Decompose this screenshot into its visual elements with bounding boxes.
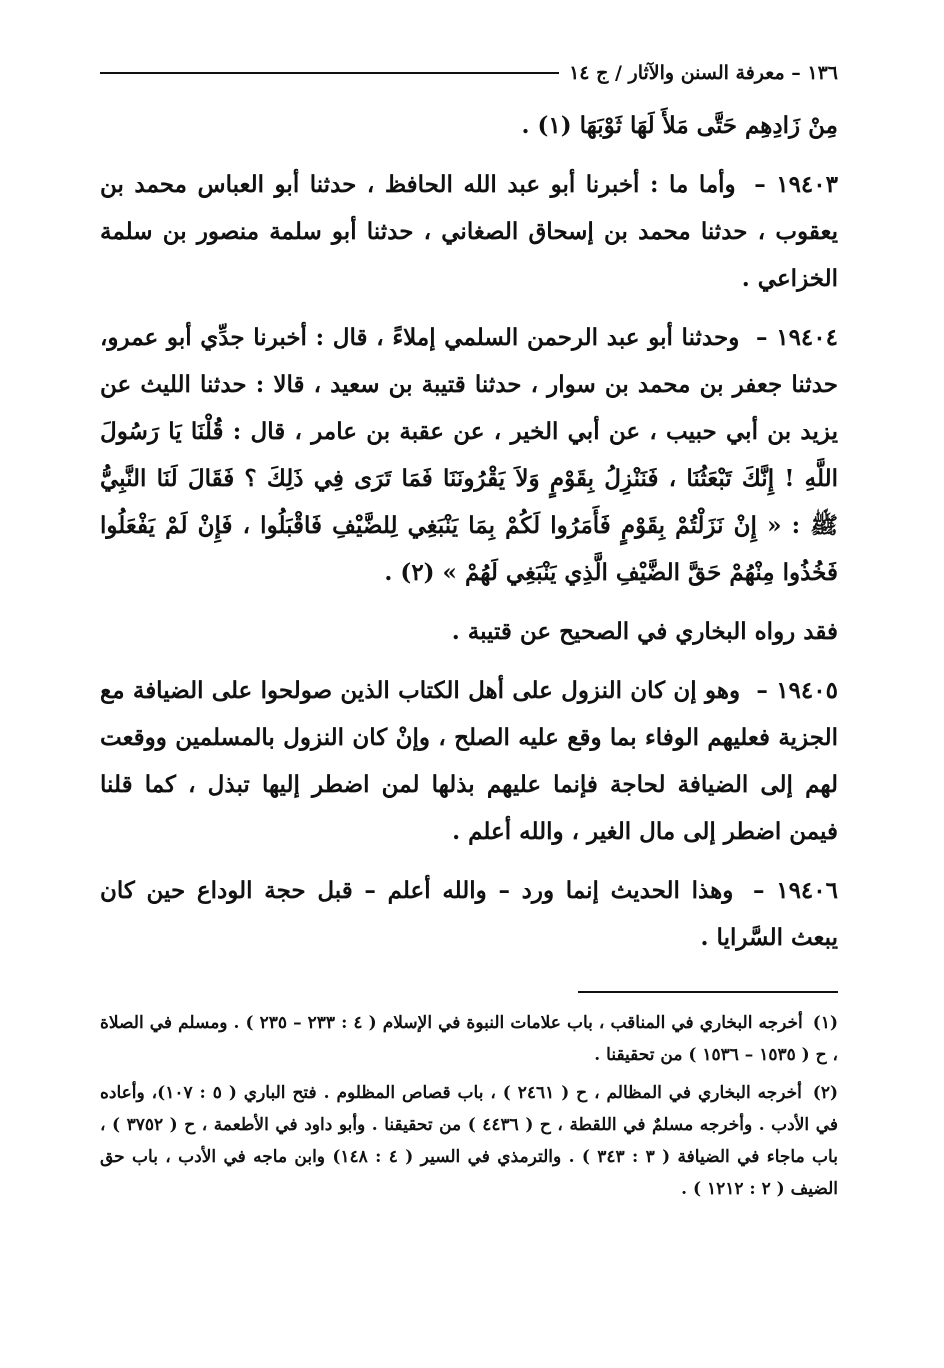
paragraph-bukhari-note bbox=[100, 608, 838, 655]
paragraph-19405 bbox=[100, 667, 838, 855]
paragraph-text: وحدثنا أبو عبد الرحمن السلمي إملاءً ، قال : أخبرنا جدِّي أبو عمرو، حدثنا جعفر بن محمد بن سوار ، حدثنا قتيبة بن سعيد ، قالا : حدثنا الليث عن يزيد بن أبي حبيب ، عن أبي الخير ، عن عقبة بن عامر ، قال : قُلْنَا يَا رَسُولَ اللَّهِ ! إِنَّكَ تَبْعَثُنَا ، فَنَنْزِلُ بِقَوْمٍ وَلاَ يَقْرُونَنَا فَمَا تَرَى فِي ذَلِكَ ؟ فَقَالَ لَنَا النَّبِيُّ ﷺ : « إِنْ نَزَلْتُمْ بِقَوْمٍ فَأَمَرُوا لَكُمْ بِمَا يَنْبَغِي لِلضَّيْفِ فَاقْبَلُوا ، فَإِنْ لَمْ يَفْعَلُوا فَخُذُوا مِنْهُمْ حَقَّ الضَّيْفِ الَّذِي يَنْبَغِي لَهُمْ » (٢) . bbox=[100, 324, 838, 586]
page bbox=[100, 50, 838, 1211]
footnote-text: أخرجه البخاري في المناقب ، باب علامات النبوة في الإسلام ( ٤ : ٢٣٣ – ٢٣٥ ) . ومسلم في الصلاة ، ح ( ١٥٣٥ – ١٥٣٦ ) من تحقيقنا . bbox=[100, 1013, 838, 1065]
paragraph-text: وهو إن كان النزول على أهل الكتاب الذين صولحوا على الضيافة مع الجزية فعليهم الوفاء بما وقع عليه الصلح ، وإنْ كان النزول بالمسلمين ووقعت لهم إلى الضيافة لحاجة فإنما عليهم بذلها لمن اضطر إليها تبذل ، كما قلنا فيمن اضطر إلى مال الغير ، والله أعلم . bbox=[100, 677, 838, 845]
book-title: معرفة السنن والآثار / ج ١٤ bbox=[569, 62, 785, 84]
paragraph-number: ١٩٤٠٦ – bbox=[753, 877, 838, 904]
paragraph-number: ١٩٤٠٥ – bbox=[756, 677, 838, 704]
paragraph-number: ١٩٤٠٤ – bbox=[756, 324, 838, 351]
paragraph-number: ١٩٤٠٣ – bbox=[754, 171, 838, 198]
footnote-marker: (١) bbox=[812, 1013, 838, 1033]
paragraph-text: وأما ما : أخبرنا أبو عبد الله الحافظ ، حدثنا أبو العباس محمد بن يعقوب ، حدثنا محمد بن إسحاق الصغاني ، حدثنا أبو سلمة منصور بن سلمة الخزاعي . bbox=[100, 171, 838, 292]
paragraph-continuation bbox=[100, 102, 838, 149]
header-text: ١٣٦ – معرفة السنن والآثار / ج ١٤ bbox=[569, 62, 838, 84]
footnote-1 bbox=[100, 1007, 838, 1071]
paragraph-text: مِنْ زَادِهِم حَتَّى مَلأَ لَهَا ثَوْبَهَا (١) . bbox=[521, 112, 838, 139]
footnote-text: أخرجه البخاري في المظالم ، ح ( ٢٤٦١ ) ، باب قصاص المظلوم . فتح الباري ( ٥ : ١٠٧)، وأعاده في الأدب . وأخرجه مسلمٌ في اللقطة ، ح ( ٤٤٣٦ ) من تحقيقنا . وأبو داود في الأطعمة ، ح ( ٣٧٥٢ ) ، باب ماجاء في الضيافة ( ٣ : ٣٤٣ ) . والترمذي في السير ( ٤ : ١٤٨) وابن ماجه في الأدب ، باب حق الضيف ( ٢ : ١٢١٢ ) . bbox=[100, 1083, 838, 1199]
paragraph-19403 bbox=[100, 161, 838, 302]
header-rule bbox=[100, 72, 559, 74]
paragraph-19404 bbox=[100, 314, 838, 596]
paragraph-text: وهذا الحديث إنما ورد – والله أعلم – قبل حجة الوداع حين كان يبعث السَّرايا . bbox=[100, 877, 838, 951]
footnote-separator bbox=[578, 991, 838, 993]
page-number: ١٣٦ bbox=[807, 62, 838, 84]
main-text bbox=[100, 102, 838, 961]
paragraph-text: فقد رواه البخاري في الصحيح عن قتيبة . bbox=[451, 618, 838, 645]
footnote-marker: (٢) bbox=[812, 1083, 839, 1103]
footnotes bbox=[100, 1007, 838, 1205]
running-header bbox=[100, 50, 838, 96]
paragraph-19406 bbox=[100, 867, 838, 961]
footnote-2 bbox=[100, 1077, 838, 1205]
